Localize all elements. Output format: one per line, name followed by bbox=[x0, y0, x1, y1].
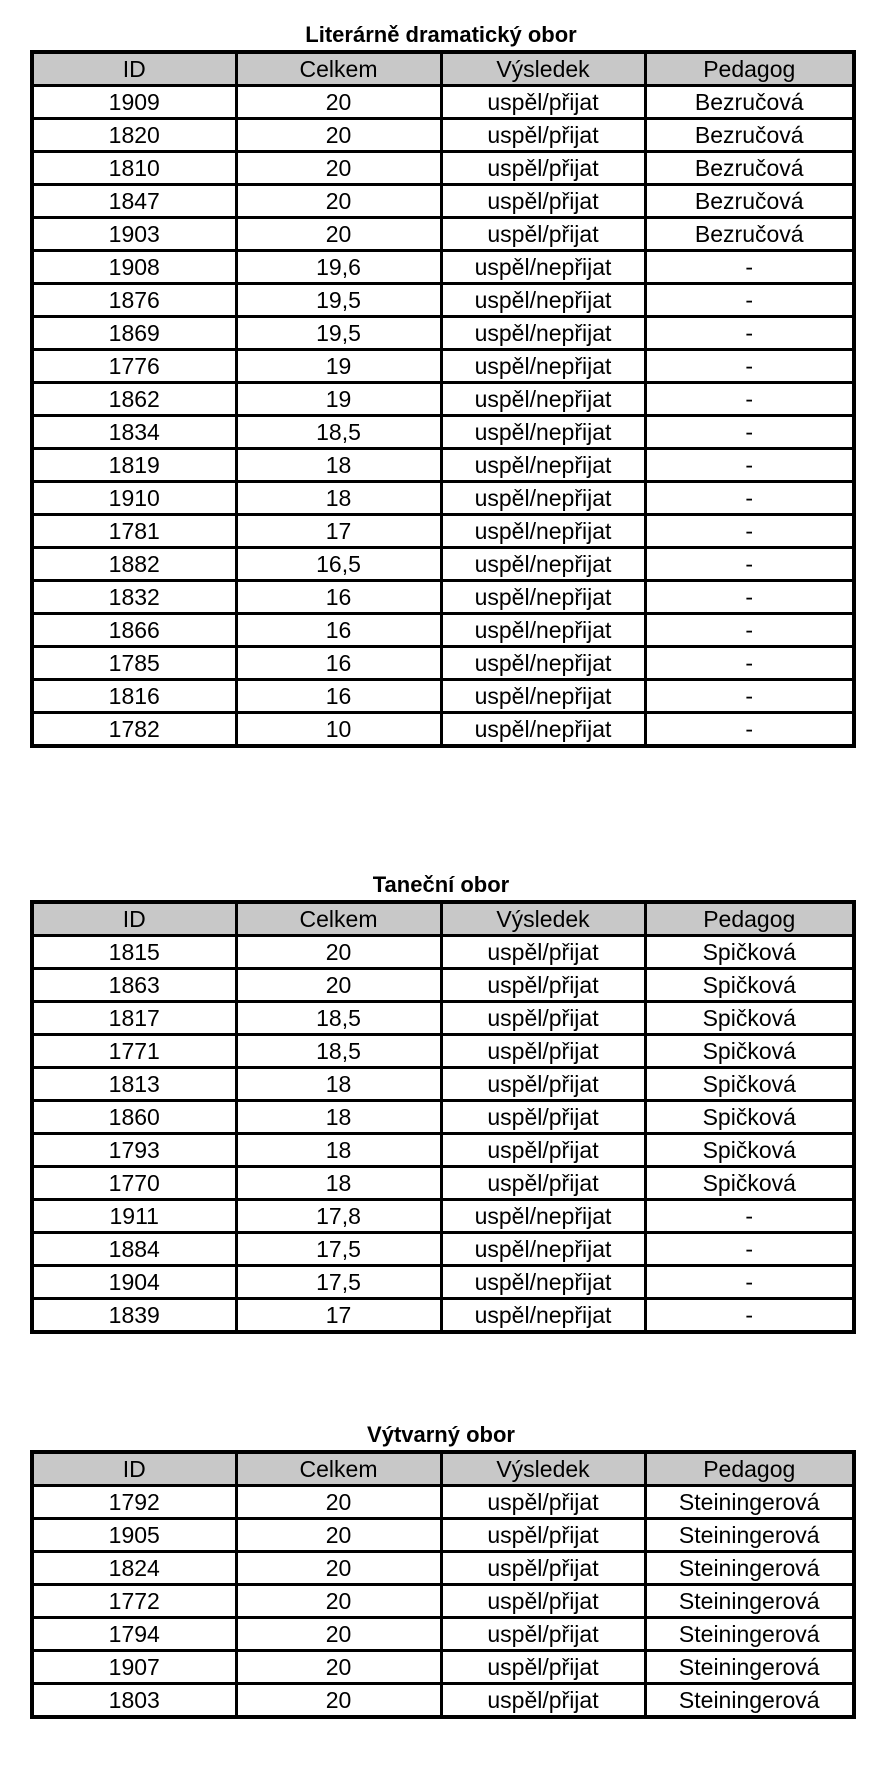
cell-id: 1860 bbox=[32, 1101, 236, 1134]
cell-vysledek: uspěl/přijat bbox=[441, 1068, 645, 1101]
cell-vysledek: uspěl/nepřijat bbox=[441, 317, 645, 350]
cell-celkem: 16 bbox=[236, 581, 441, 614]
cell-pedagog: Spičková bbox=[645, 1068, 854, 1101]
cell-celkem: 18 bbox=[236, 1167, 441, 1200]
cell-pedagog: - bbox=[645, 680, 854, 713]
cell-id: 1908 bbox=[32, 251, 236, 284]
cell-pedagog: Spičková bbox=[645, 1167, 854, 1200]
cell-vysledek: uspěl/nepřijat bbox=[441, 515, 645, 548]
cell-pedagog: Steiningerová bbox=[645, 1651, 854, 1684]
cell-pedagog: Spičková bbox=[645, 1002, 854, 1035]
table-row bbox=[32, 350, 854, 383]
cell-celkem: 18 bbox=[236, 1134, 441, 1167]
cell-celkem: 17 bbox=[236, 1299, 441, 1333]
cell-celkem: 17,5 bbox=[236, 1233, 441, 1266]
cell-vysledek: uspěl/přijat bbox=[441, 218, 645, 251]
cell-pedagog: Steiningerová bbox=[645, 1618, 854, 1651]
cell-id: 1884 bbox=[32, 1233, 236, 1266]
column-header-vysledek: Výsledek bbox=[441, 1452, 645, 1486]
table-row bbox=[32, 1618, 854, 1651]
cell-id: 1771 bbox=[32, 1035, 236, 1068]
table-row bbox=[32, 449, 854, 482]
cell-pedagog: - bbox=[645, 416, 854, 449]
table-row bbox=[32, 119, 854, 152]
cell-id: 1819 bbox=[32, 449, 236, 482]
cell-id: 1832 bbox=[32, 581, 236, 614]
cell-id: 1905 bbox=[32, 1519, 236, 1552]
cell-pedagog: Spičková bbox=[645, 1101, 854, 1134]
cell-pedagog: Steiningerová bbox=[645, 1585, 854, 1618]
column-header-celkem: Celkem bbox=[236, 52, 441, 86]
table-row bbox=[32, 1002, 854, 1035]
column-header-id: ID bbox=[32, 1452, 236, 1486]
cell-id: 1824 bbox=[32, 1552, 236, 1585]
cell-celkem: 16 bbox=[236, 647, 441, 680]
cell-pedagog: - bbox=[645, 317, 854, 350]
cell-vysledek: uspěl/přijat bbox=[441, 1519, 645, 1552]
cell-pedagog: Bezručová bbox=[645, 86, 854, 119]
table-row bbox=[32, 1068, 854, 1101]
cell-vysledek: uspěl/přijat bbox=[441, 1486, 645, 1519]
cell-vysledek: uspěl/přijat bbox=[441, 1002, 645, 1035]
results-table bbox=[30, 1450, 856, 1719]
section-title: Literárně dramatický obor bbox=[305, 22, 577, 47]
cell-id: 1776 bbox=[32, 350, 236, 383]
cell-id: 1803 bbox=[32, 1684, 236, 1718]
cell-vysledek: uspěl/nepřijat bbox=[441, 680, 645, 713]
table-header-row bbox=[32, 902, 854, 936]
cell-pedagog: - bbox=[645, 548, 854, 581]
column-header-celkem: Celkem bbox=[236, 1452, 441, 1486]
cell-celkem: 20 bbox=[236, 152, 441, 185]
cell-celkem: 17,8 bbox=[236, 1200, 441, 1233]
table-row bbox=[32, 1200, 854, 1233]
cell-vysledek: uspěl/nepřijat bbox=[441, 1266, 645, 1299]
column-header-vysledek: Výsledek bbox=[441, 902, 645, 936]
cell-id: 1904 bbox=[32, 1266, 236, 1299]
cell-celkem: 18 bbox=[236, 1101, 441, 1134]
table-header-row bbox=[32, 52, 854, 86]
column-header-pedagog: Pedagog bbox=[645, 1452, 854, 1486]
table-row bbox=[32, 515, 854, 548]
results-table bbox=[30, 50, 856, 748]
cell-id: 1793 bbox=[32, 1134, 236, 1167]
cell-celkem: 16,5 bbox=[236, 548, 441, 581]
cell-vysledek: uspěl/nepřijat bbox=[441, 1233, 645, 1266]
table-row bbox=[32, 1101, 854, 1134]
cell-id: 1834 bbox=[32, 416, 236, 449]
cell-pedagog: - bbox=[645, 449, 854, 482]
cell-celkem: 18,5 bbox=[236, 416, 441, 449]
table-row bbox=[32, 1266, 854, 1299]
table-row bbox=[32, 1585, 854, 1618]
cell-vysledek: uspěl/nepřijat bbox=[441, 350, 645, 383]
column-header-celkem: Celkem bbox=[236, 902, 441, 936]
table-row bbox=[32, 152, 854, 185]
cell-vysledek: uspěl/přijat bbox=[441, 936, 645, 969]
cell-celkem: 20 bbox=[236, 1552, 441, 1585]
cell-celkem: 19,6 bbox=[236, 251, 441, 284]
cell-vysledek: uspěl/přijat bbox=[441, 152, 645, 185]
cell-id: 1882 bbox=[32, 548, 236, 581]
table-row bbox=[32, 647, 854, 680]
cell-vysledek: uspěl/nepřijat bbox=[441, 1200, 645, 1233]
cell-id: 1817 bbox=[32, 1002, 236, 1035]
table-row bbox=[32, 936, 854, 969]
table-row bbox=[32, 1519, 854, 1552]
cell-vysledek: uspěl/přijat bbox=[441, 969, 645, 1002]
column-header-id: ID bbox=[32, 902, 236, 936]
cell-pedagog: Steiningerová bbox=[645, 1519, 854, 1552]
cell-pedagog: - bbox=[645, 515, 854, 548]
cell-vysledek: uspěl/nepřijat bbox=[441, 383, 645, 416]
cell-vysledek: uspěl/nepřijat bbox=[441, 416, 645, 449]
cell-id: 1815 bbox=[32, 936, 236, 969]
cell-id: 1869 bbox=[32, 317, 236, 350]
cell-celkem: 10 bbox=[236, 713, 441, 747]
cell-pedagog: Bezručová bbox=[645, 119, 854, 152]
column-header-vysledek: Výsledek bbox=[441, 52, 645, 86]
cell-celkem: 17,5 bbox=[236, 1266, 441, 1299]
cell-celkem: 19,5 bbox=[236, 284, 441, 317]
cell-vysledek: uspěl/nepřijat bbox=[441, 284, 645, 317]
cell-vysledek: uspěl/nepřijat bbox=[441, 548, 645, 581]
cell-id: 1816 bbox=[32, 680, 236, 713]
cell-pedagog: Steiningerová bbox=[645, 1486, 854, 1519]
table-row bbox=[32, 548, 854, 581]
section-literary-drama bbox=[30, 12, 852, 748]
cell-vysledek: uspěl/přijat bbox=[441, 86, 645, 119]
cell-celkem: 18 bbox=[236, 482, 441, 515]
cell-celkem: 20 bbox=[236, 1651, 441, 1684]
cell-pedagog: Bezručová bbox=[645, 152, 854, 185]
table-row bbox=[32, 317, 854, 350]
cell-pedagog: Spičková bbox=[645, 969, 854, 1002]
table-row bbox=[32, 680, 854, 713]
cell-pedagog: Spičková bbox=[645, 936, 854, 969]
cell-celkem: 19,5 bbox=[236, 317, 441, 350]
cell-pedagog: - bbox=[645, 251, 854, 284]
cell-celkem: 20 bbox=[236, 936, 441, 969]
table-row bbox=[32, 969, 854, 1002]
table-row bbox=[32, 1233, 854, 1266]
cell-pedagog: - bbox=[645, 350, 854, 383]
cell-id: 1820 bbox=[32, 119, 236, 152]
table-row bbox=[32, 416, 854, 449]
column-header-id: ID bbox=[32, 52, 236, 86]
cell-pedagog: Bezručová bbox=[645, 185, 854, 218]
table-row bbox=[32, 86, 854, 119]
cell-celkem: 19 bbox=[236, 350, 441, 383]
table-row bbox=[32, 1684, 854, 1718]
cell-vysledek: uspěl/nepřijat bbox=[441, 713, 645, 747]
cell-pedagog: - bbox=[645, 482, 854, 515]
cell-pedagog: - bbox=[645, 713, 854, 747]
table-row bbox=[32, 1167, 854, 1200]
cell-id: 1813 bbox=[32, 1068, 236, 1101]
cell-celkem: 20 bbox=[236, 1486, 441, 1519]
cell-pedagog: - bbox=[645, 383, 854, 416]
cell-pedagog: Steiningerová bbox=[645, 1552, 854, 1585]
cell-id: 1863 bbox=[32, 969, 236, 1002]
cell-celkem: 16 bbox=[236, 680, 441, 713]
cell-celkem: 20 bbox=[236, 119, 441, 152]
cell-id: 1866 bbox=[32, 614, 236, 647]
table-row bbox=[32, 284, 854, 317]
cell-id: 1903 bbox=[32, 218, 236, 251]
cell-vysledek: uspěl/přijat bbox=[441, 119, 645, 152]
column-header-pedagog: Pedagog bbox=[645, 902, 854, 936]
cell-pedagog: - bbox=[645, 647, 854, 680]
table-header-row bbox=[32, 1452, 854, 1486]
cell-vysledek: uspěl/přijat bbox=[441, 1585, 645, 1618]
cell-id: 1770 bbox=[32, 1167, 236, 1200]
cell-vysledek: uspěl/nepřijat bbox=[441, 251, 645, 284]
cell-id: 1781 bbox=[32, 515, 236, 548]
cell-pedagog: - bbox=[645, 614, 854, 647]
cell-id: 1810 bbox=[32, 152, 236, 185]
cell-vysledek: uspěl/přijat bbox=[441, 1167, 645, 1200]
cell-vysledek: uspěl/přijat bbox=[441, 1651, 645, 1684]
cell-pedagog: - bbox=[645, 581, 854, 614]
cell-pedagog: Bezručová bbox=[645, 218, 854, 251]
table-row bbox=[32, 218, 854, 251]
cell-vysledek: uspěl/nepřijat bbox=[441, 449, 645, 482]
cell-celkem: 19 bbox=[236, 383, 441, 416]
cell-vysledek: uspěl/nepřijat bbox=[441, 1299, 645, 1333]
cell-id: 1910 bbox=[32, 482, 236, 515]
cell-celkem: 20 bbox=[236, 218, 441, 251]
table-row bbox=[32, 185, 854, 218]
cell-vysledek: uspěl/přijat bbox=[441, 1134, 645, 1167]
cell-id: 1782 bbox=[32, 713, 236, 747]
cell-vysledek: uspěl/přijat bbox=[441, 1101, 645, 1134]
cell-id: 1907 bbox=[32, 1651, 236, 1684]
cell-pedagog: - bbox=[645, 1200, 854, 1233]
cell-vysledek: uspěl/přijat bbox=[441, 185, 645, 218]
cell-vysledek: uspěl/přijat bbox=[441, 1684, 645, 1718]
cell-vysledek: uspěl/přijat bbox=[441, 1035, 645, 1068]
section-dance bbox=[30, 862, 852, 1334]
table-row bbox=[32, 614, 854, 647]
cell-celkem: 20 bbox=[236, 1519, 441, 1552]
cell-celkem: 20 bbox=[236, 1585, 441, 1618]
cell-celkem: 20 bbox=[236, 1618, 441, 1651]
section-visual-arts bbox=[30, 1412, 852, 1719]
cell-id: 1794 bbox=[32, 1618, 236, 1651]
cell-celkem: 18 bbox=[236, 1068, 441, 1101]
cell-id: 1792 bbox=[32, 1486, 236, 1519]
cell-celkem: 20 bbox=[236, 185, 441, 218]
cell-pedagog: - bbox=[645, 1266, 854, 1299]
cell-celkem: 20 bbox=[236, 1684, 441, 1718]
table-row bbox=[32, 251, 854, 284]
cell-vysledek: uspěl/přijat bbox=[441, 1552, 645, 1585]
section-title: Výtvarný obor bbox=[367, 1422, 515, 1447]
section-title: Taneční obor bbox=[372, 872, 510, 897]
table-row bbox=[32, 1651, 854, 1684]
table-row bbox=[32, 1299, 854, 1333]
cell-celkem: 18,5 bbox=[236, 1035, 441, 1068]
cell-vysledek: uspěl/nepřijat bbox=[441, 482, 645, 515]
cell-id: 1862 bbox=[32, 383, 236, 416]
table-row bbox=[32, 1134, 854, 1167]
cell-pedagog: Spičková bbox=[645, 1035, 854, 1068]
cell-celkem: 16 bbox=[236, 614, 441, 647]
table-row bbox=[32, 1486, 854, 1519]
cell-id: 1785 bbox=[32, 647, 236, 680]
cell-id: 1909 bbox=[32, 86, 236, 119]
cell-celkem: 20 bbox=[236, 969, 441, 1002]
cell-pedagog: Spičková bbox=[645, 1134, 854, 1167]
cell-id: 1876 bbox=[32, 284, 236, 317]
table-row bbox=[32, 482, 854, 515]
cell-id: 1772 bbox=[32, 1585, 236, 1618]
cell-pedagog: - bbox=[645, 1299, 854, 1333]
cell-pedagog: - bbox=[645, 1233, 854, 1266]
cell-vysledek: uspěl/nepřijat bbox=[441, 647, 645, 680]
table-row bbox=[32, 1552, 854, 1585]
cell-celkem: 18,5 bbox=[236, 1002, 441, 1035]
cell-id: 1911 bbox=[32, 1200, 236, 1233]
cell-celkem: 17 bbox=[236, 515, 441, 548]
cell-celkem: 20 bbox=[236, 86, 441, 119]
results-table bbox=[30, 900, 856, 1334]
cell-id: 1839 bbox=[32, 1299, 236, 1333]
cell-pedagog: - bbox=[645, 284, 854, 317]
column-header-pedagog: Pedagog bbox=[645, 52, 854, 86]
table-row bbox=[32, 383, 854, 416]
cell-celkem: 18 bbox=[236, 449, 441, 482]
table-row bbox=[32, 581, 854, 614]
cell-vysledek: uspěl/přijat bbox=[441, 1618, 645, 1651]
table-row bbox=[32, 1035, 854, 1068]
cell-vysledek: uspěl/nepřijat bbox=[441, 581, 645, 614]
cell-vysledek: uspěl/nepřijat bbox=[441, 614, 645, 647]
table-row bbox=[32, 713, 854, 747]
cell-id: 1847 bbox=[32, 185, 236, 218]
cell-pedagog: Steiningerová bbox=[645, 1684, 854, 1718]
